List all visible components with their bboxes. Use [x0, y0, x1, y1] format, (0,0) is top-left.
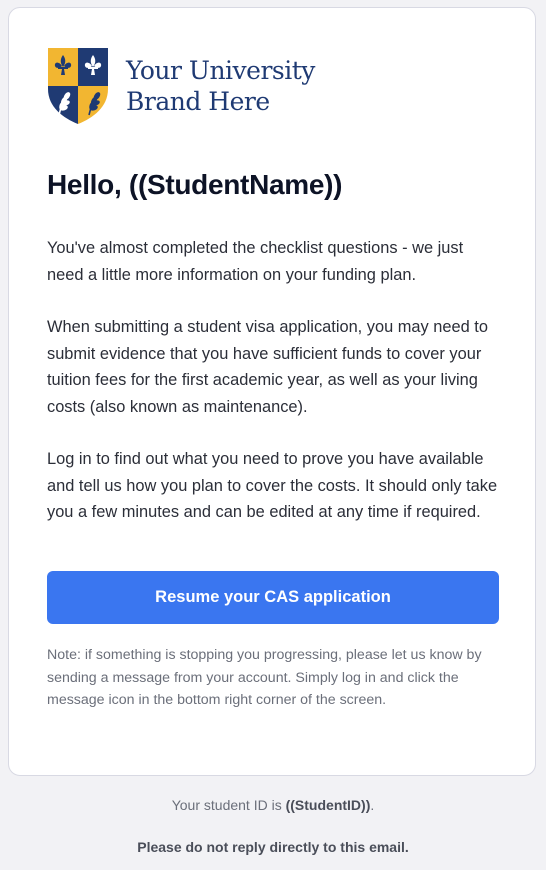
student-id-line	[0, 797, 546, 813]
brand-name	[126, 55, 315, 117]
resume-application-button[interactable]: Resume your CAS application	[47, 571, 499, 624]
body-paragraph-3: Log in to find out what you need to prove you have available and tell us how you plan to cover the costs. It should only take you a few minutes and can be edited at any time if required.	[47, 450, 498, 521]
email-card	[8, 7, 536, 776]
student-id-value: ((StudentID))	[285, 797, 371, 813]
university-logo	[47, 46, 315, 126]
university-shield-icon	[47, 47, 109, 125]
body-paragraph-2: When submitting a student visa application, you may need to submit evidence that you have sufficient funds to cover your tuition fees for the first academic year, as well as your living costs (also known as maintenance).	[47, 318, 488, 416]
note-text: Note: if something is stopping you progressing, please let us know by sending a message from your account. Simply log in and click the message icon in the bottom right corner of the screen.	[47, 647, 482, 708]
brand-line-2: Brand Here	[126, 87, 270, 116]
greeting-heading: Hello, ((StudentName))	[47, 169, 343, 200]
student-id-prefix: Your student ID is	[171, 797, 286, 813]
no-reply-notice: Please do not reply directly to this email.	[137, 839, 409, 855]
student-id-suffix: .	[370, 797, 375, 813]
body-paragraph-1: You've almost completed the checklist questions - we just need a little more information on your funding plan.	[47, 239, 464, 284]
brand-line-1: Your University	[126, 56, 315, 85]
